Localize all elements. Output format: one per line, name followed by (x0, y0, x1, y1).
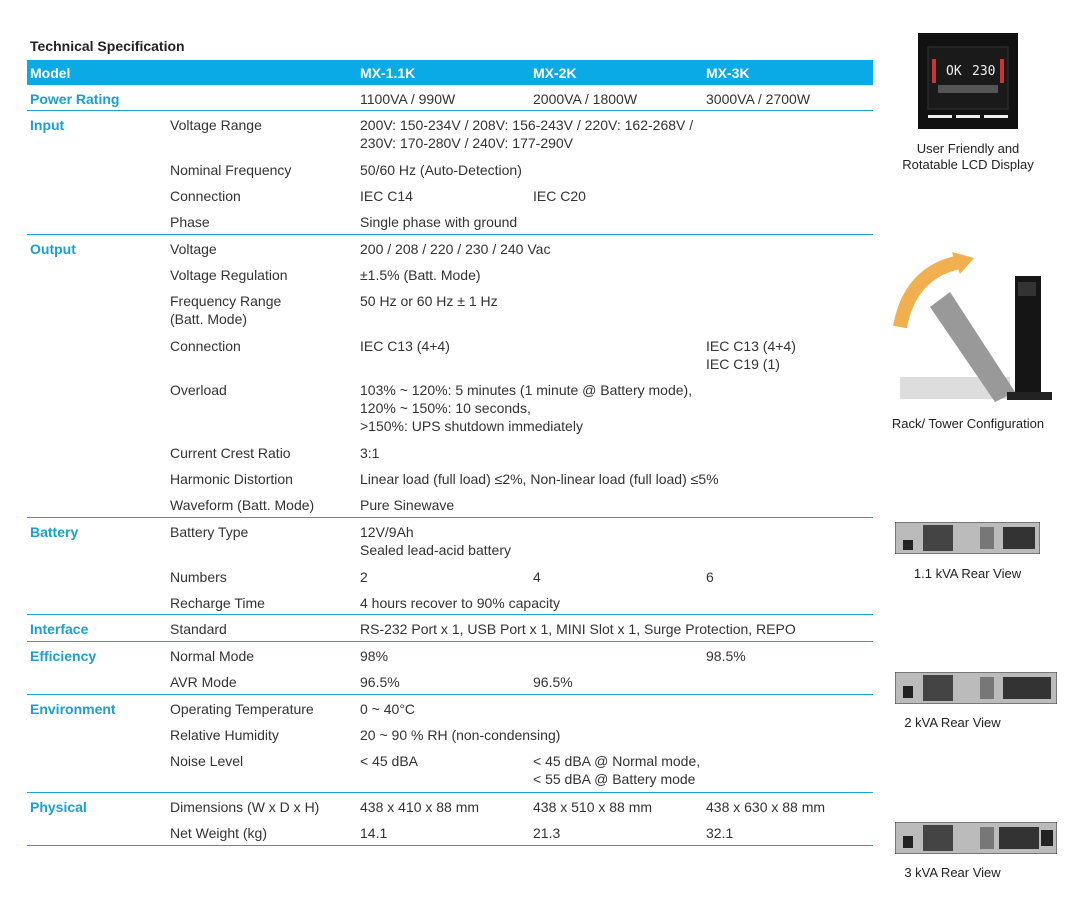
physical-weight-2: 21.3 (533, 825, 561, 841)
physical-dimensions-2: 438 x 510 x 88 mm (533, 799, 653, 815)
input-voltage-range-label: Voltage Range (170, 117, 262, 133)
table-row (27, 563, 873, 589)
battery-type-label: Battery Type (170, 524, 249, 540)
table-row (27, 518, 873, 563)
battery-numbers-1: 2 (360, 569, 368, 585)
battery-recharge-value: 4 hours recover to 90% capacity (360, 595, 560, 611)
rack-caption: Rack/ Tower Configuration (891, 416, 1045, 431)
output-crest-label: Current Crest Ratio (170, 445, 291, 461)
output-connection-3 (706, 337, 796, 373)
power-rating-1: 1100VA / 990W (360, 91, 456, 107)
table-row (27, 615, 873, 641)
table-row (27, 235, 873, 261)
efficiency-normal-label: Normal Mode (170, 648, 255, 664)
section-battery (27, 518, 873, 615)
interface-standard-value: RS-232 Port x 1, USB Port x 1, MINI Slot x 1, Surge Protection, REPO (360, 621, 796, 637)
efficiency-normal-1: 98% (360, 648, 389, 664)
physical-dimensions-label: Dimensions (W x D x H) (170, 799, 320, 815)
environment-humidity-label: Relative Humidity (170, 727, 279, 743)
output-overload-label: Overload (170, 382, 227, 398)
environment-noise-2 (533, 752, 700, 788)
caption-line: User Friendly and (916, 141, 1020, 156)
rear-2k-caption: 2 kVA Rear View (904, 715, 1001, 730)
category-physical: Physical (30, 799, 87, 815)
value-line: < 45 dBA @ Normal mode, (533, 753, 701, 769)
table-row (27, 261, 873, 287)
table-row (27, 695, 873, 721)
value-line: < 55 dBA @ Battery mode (533, 771, 696, 787)
input-phase-value: Single phase with ground (360, 214, 518, 230)
input-connection-label: Connection (170, 188, 241, 204)
output-connection-label: Connection (170, 338, 241, 354)
section-efficiency (27, 642, 873, 695)
value-line: 120% ~ 150%: 10 seconds, (360, 400, 531, 416)
category-environment: Environment (30, 701, 116, 717)
environment-noise-label: Noise Level (170, 753, 244, 769)
value-line: 230V: 170-280V / 240V: 177-290V (360, 135, 574, 151)
input-connection-1: IEC C14 (360, 188, 413, 204)
category-efficiency: Efficiency (30, 648, 97, 664)
input-voltage-range-value (360, 116, 693, 152)
power-rating-2: 2000VA / 1800W (533, 91, 638, 107)
output-crest-value: 3:1 (360, 445, 380, 461)
rear-3k-caption: 3 kVA Rear View (904, 865, 1001, 880)
input-connection-2: IEC C20 (533, 188, 586, 204)
page-title: Technical Specification (30, 38, 185, 54)
table-row (27, 182, 873, 208)
output-harmonic-value: Linear load (full load) ≤2%, Non-linear load (full load) ≤5% (360, 471, 719, 487)
header-model-1: MX-1.1K (360, 65, 416, 81)
table-row (27, 819, 873, 845)
efficiency-avr-label: AVR Mode (170, 674, 237, 690)
section-power-rating (27, 85, 873, 111)
output-voltage-label: Voltage (170, 241, 217, 257)
table-row (27, 589, 873, 614)
table-row (27, 721, 873, 747)
lcd-voltage-text: 230 (972, 64, 996, 79)
battery-numbers-3: 6 (706, 569, 714, 585)
value-line: 12V/9Ah (360, 524, 414, 540)
table-header (27, 60, 873, 85)
output-harmonic-label: Harmonic Distortion (170, 471, 293, 487)
table-row (27, 332, 873, 376)
table-row (27, 491, 873, 517)
environment-noise-1: < 45 dBA (360, 753, 418, 769)
header-model-3: MX-3K (706, 65, 750, 81)
output-regulation-label: Voltage Regulation (170, 267, 288, 283)
value-line: IEC C13 (4+4) (706, 338, 796, 354)
output-voltage-value: 200 / 208 / 220 / 230 / 240 Vac (360, 241, 551, 257)
physical-weight-1: 14.1 (360, 825, 388, 841)
value-line: 200V: 150-234V / 208V: 156-243V / 220V: 162-268V / (360, 117, 694, 133)
table-row (27, 439, 873, 465)
lcd-caption (888, 141, 1048, 173)
label-line: Frequency Range (170, 293, 282, 309)
physical-dimensions-3: 438 x 630 x 88 mm (706, 799, 826, 815)
value-line: Sealed lead-acid battery (360, 542, 511, 558)
rear-view-3k-image (895, 822, 1057, 854)
section-physical (27, 793, 873, 846)
value-line: >150%: UPS shutdown immediately (360, 418, 583, 434)
input-frequency-value: 50/60 Hz (Auto-Detection) (360, 162, 522, 178)
output-connection-1: IEC C13 (4+4) (360, 338, 450, 354)
rear-view-1k-image (895, 522, 1040, 554)
value-line: IEC C19 (1) (706, 356, 780, 372)
battery-numbers-2: 4 (533, 569, 541, 585)
interface-standard-label: Standard (170, 621, 227, 637)
environment-humidity-value: 20 ~ 90 % RH (non-condensing) (360, 727, 561, 743)
rack-tower-image (890, 252, 1065, 402)
table-row (27, 793, 873, 819)
header-model-label: Model (30, 65, 71, 81)
efficiency-normal-3: 98.5% (706, 648, 746, 664)
input-frequency-label: Nominal Frequency (170, 162, 292, 178)
category-power-rating: Power Rating (30, 91, 120, 107)
section-interface (27, 615, 873, 642)
output-frequency-value: 50 Hz or 60 Hz ± 1 Hz (360, 293, 498, 309)
efficiency-avr-1: 96.5% (360, 674, 400, 690)
rear-1k-caption: 1.1 kVA Rear View (913, 566, 1022, 581)
section-output (27, 235, 873, 518)
table-row (27, 376, 873, 439)
caption-line: Rotatable LCD Display (902, 157, 1034, 172)
spec-table (27, 60, 873, 846)
physical-dimensions-1: 438 x 410 x 88 mm (360, 799, 480, 815)
battery-recharge-label: Recharge Time (170, 595, 265, 611)
category-interface: Interface (30, 621, 89, 637)
input-phase-label: Phase (170, 214, 210, 230)
header-model-2: MX-2K (533, 65, 577, 81)
table-row (27, 642, 873, 668)
battery-type-value (360, 523, 511, 559)
output-overload-value (360, 381, 692, 435)
table-row (27, 85, 873, 110)
table-row (27, 668, 873, 694)
table-row (27, 465, 873, 491)
output-regulation-value: ±1.5% (Batt. Mode) (360, 267, 481, 283)
physical-weight-label: Net Weight (kg) (170, 825, 267, 841)
value-line: 103% ~ 120%: 5 minutes (1 minute @ Battery mode), (360, 382, 693, 398)
category-output: Output (30, 241, 76, 257)
environment-temperature-label: Operating Temperature (170, 701, 314, 717)
table-row (27, 287, 873, 332)
lcd-ok-text: OK (946, 64, 962, 79)
section-input (27, 111, 873, 235)
output-waveform-value: Pure Sinewave (360, 497, 455, 513)
table-row (27, 111, 873, 156)
output-waveform-label: Waveform (Batt. Mode) (170, 497, 315, 513)
power-rating-3: 3000VA / 2700W (706, 91, 811, 107)
battery-numbers-label: Numbers (170, 569, 227, 585)
table-row (27, 208, 873, 234)
rear-view-2k-image (895, 672, 1057, 704)
efficiency-avr-2: 96.5% (533, 674, 573, 690)
category-input: Input (30, 117, 65, 133)
table-row (27, 156, 873, 182)
label-line: (Batt. Mode) (170, 311, 248, 327)
environment-temperature-value: 0 ~ 40°C (360, 701, 416, 717)
category-battery: Battery (30, 524, 79, 540)
lcd-display-image (918, 33, 1018, 129)
section-environment (27, 695, 873, 793)
physical-weight-3: 32.1 (706, 825, 734, 841)
output-frequency-label (170, 292, 355, 328)
table-row (27, 747, 873, 792)
